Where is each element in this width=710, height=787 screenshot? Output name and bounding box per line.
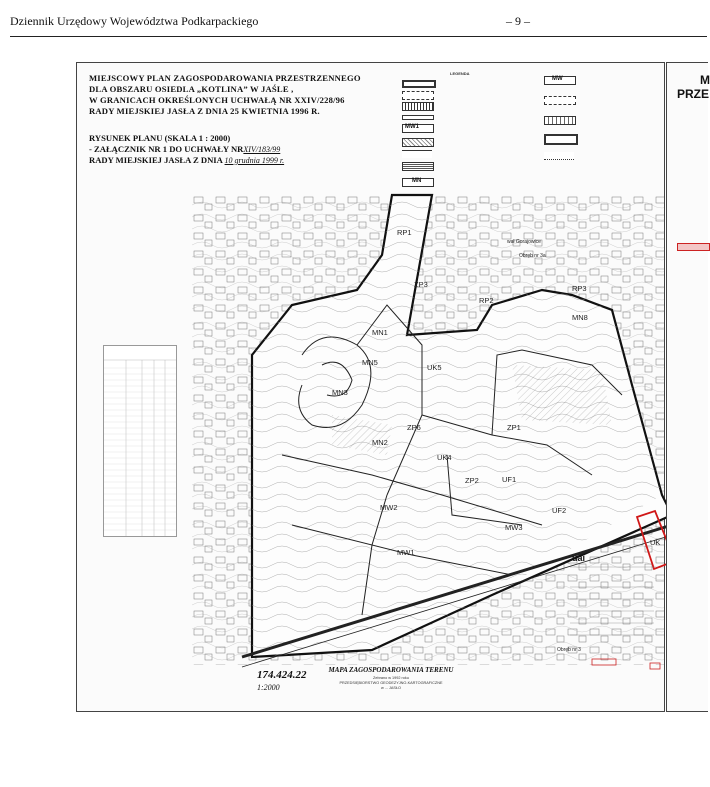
zone-label: ZP2 xyxy=(465,476,479,485)
zone-label: MW2 xyxy=(380,503,398,512)
page-header xyxy=(10,14,707,34)
drawing-line-2: - ZAŁĄCZNIK NR 1 DO UCHWAŁY NRXIV/183/99 xyxy=(89,144,281,154)
zone-label: MN1 xyxy=(372,328,388,337)
zone-label: UK5 xyxy=(427,363,442,372)
title-line-1: MIEJSCOWY PLAN ZAGOSPODAROWANIA PRZESTRZENNEGO xyxy=(89,73,361,83)
title-line-4: RADY MIEJSKIEJ JASŁA Z DNIA 25 KWIETNIA 1996 R. xyxy=(89,106,320,116)
title-line-2: DLA OBSZARU OSIEDLA „KOTLINA” W JAŚLE , xyxy=(89,84,294,94)
zone-label: ZP1 xyxy=(507,423,521,432)
table-grid xyxy=(104,346,176,536)
legend-code-mw1: MW1 xyxy=(405,124,419,130)
zone-label: MN8 xyxy=(572,313,588,322)
legend-header: LEGENDA xyxy=(450,71,470,76)
legend-symbol xyxy=(402,150,432,158)
plan-title xyxy=(89,73,389,117)
street-label: wał Gorajowice xyxy=(507,239,541,245)
office-logo: uai xyxy=(572,553,586,563)
legend-symbol xyxy=(402,162,434,171)
map-title: MAPA ZAGOSPODAROWANIA TERENU xyxy=(328,666,454,674)
legend-symbol-mw xyxy=(544,76,576,85)
legend-symbol xyxy=(544,134,578,145)
legend-symbol xyxy=(544,96,576,105)
lots-mn8 xyxy=(512,365,612,425)
zone-label: UK xyxy=(650,538,661,547)
zone-label: MN2 xyxy=(372,438,388,447)
zone-label: MN5 xyxy=(362,358,378,367)
obreb-label: Obręb nr 3 xyxy=(557,647,581,653)
zone-label: RP2 xyxy=(479,296,494,305)
next-sheet-panel xyxy=(666,62,708,712)
zone-label: UK4 xyxy=(437,453,452,462)
drawing-line-3: RADY MIEJSKIEJ JASŁA Z DNIA 10 grudnia 1999 r. xyxy=(89,155,285,165)
resolution-number: XIV/183/99 xyxy=(243,145,281,154)
title-line-3: W GRANICACH OKREŚLONYCH UCHWAŁĄ NR XXIV/228/96 xyxy=(89,95,345,105)
legend-symbol xyxy=(402,80,436,88)
drawing-caption xyxy=(89,133,389,166)
legend-code-mn: MN xyxy=(412,178,422,184)
next-sheet-title: M xyxy=(700,73,710,87)
legend-middle xyxy=(402,71,522,191)
legend-symbol xyxy=(544,116,576,125)
page-number: – 9 – xyxy=(506,14,530,28)
legend-symbol xyxy=(544,152,574,160)
drawing-line-1: RYSUNEK PLANU (SKALA 1 : 2000) xyxy=(89,133,231,143)
legend-code-mw: MW xyxy=(552,76,563,82)
map-subtitle: Zebrano w 1992 roku PRZEDSIĘBIORSTWO GEODEZYJNO-KARTOGRAFICZNE w ... JASŁO xyxy=(339,676,443,690)
header-rule xyxy=(10,36,707,37)
zone-label: ZP3 xyxy=(414,280,428,289)
title-block-lines xyxy=(562,547,662,697)
legend-symbol xyxy=(402,115,434,120)
zone-label: RP3 xyxy=(572,284,587,293)
zone-label: UF2 xyxy=(552,506,567,515)
area-table xyxy=(103,345,177,537)
legend-symbol xyxy=(402,91,434,100)
plan-sheet xyxy=(76,62,665,712)
next-sheet-subtitle: PRZE xyxy=(677,87,710,101)
journal-title: Dziennik Urzędowy Województwa Podkarpackiego xyxy=(10,14,259,28)
zone-label: RP1 xyxy=(397,228,412,237)
map-scale: 1:2000 xyxy=(257,683,280,692)
zone-label: MW3 xyxy=(505,523,523,532)
map-sheet-code: 174.424.22 xyxy=(257,669,307,681)
zone-label: ZP6 xyxy=(407,423,421,432)
zone-label: MW1 xyxy=(397,548,415,557)
legend-right xyxy=(544,71,659,191)
title-block xyxy=(562,547,662,697)
legend-symbol xyxy=(402,102,434,111)
legend-symbol xyxy=(402,138,434,147)
legend-symbol-mn xyxy=(402,178,434,187)
resolution-date: 10 grudnia 1999 r. xyxy=(224,156,285,165)
zone-label: MN3 xyxy=(332,388,348,397)
zone-label: UF1 xyxy=(502,475,517,484)
next-sheet-red-symbol xyxy=(677,243,710,251)
obreb-label: Obręb nr 3a xyxy=(519,253,546,259)
legend-symbol-mw1 xyxy=(402,124,434,133)
